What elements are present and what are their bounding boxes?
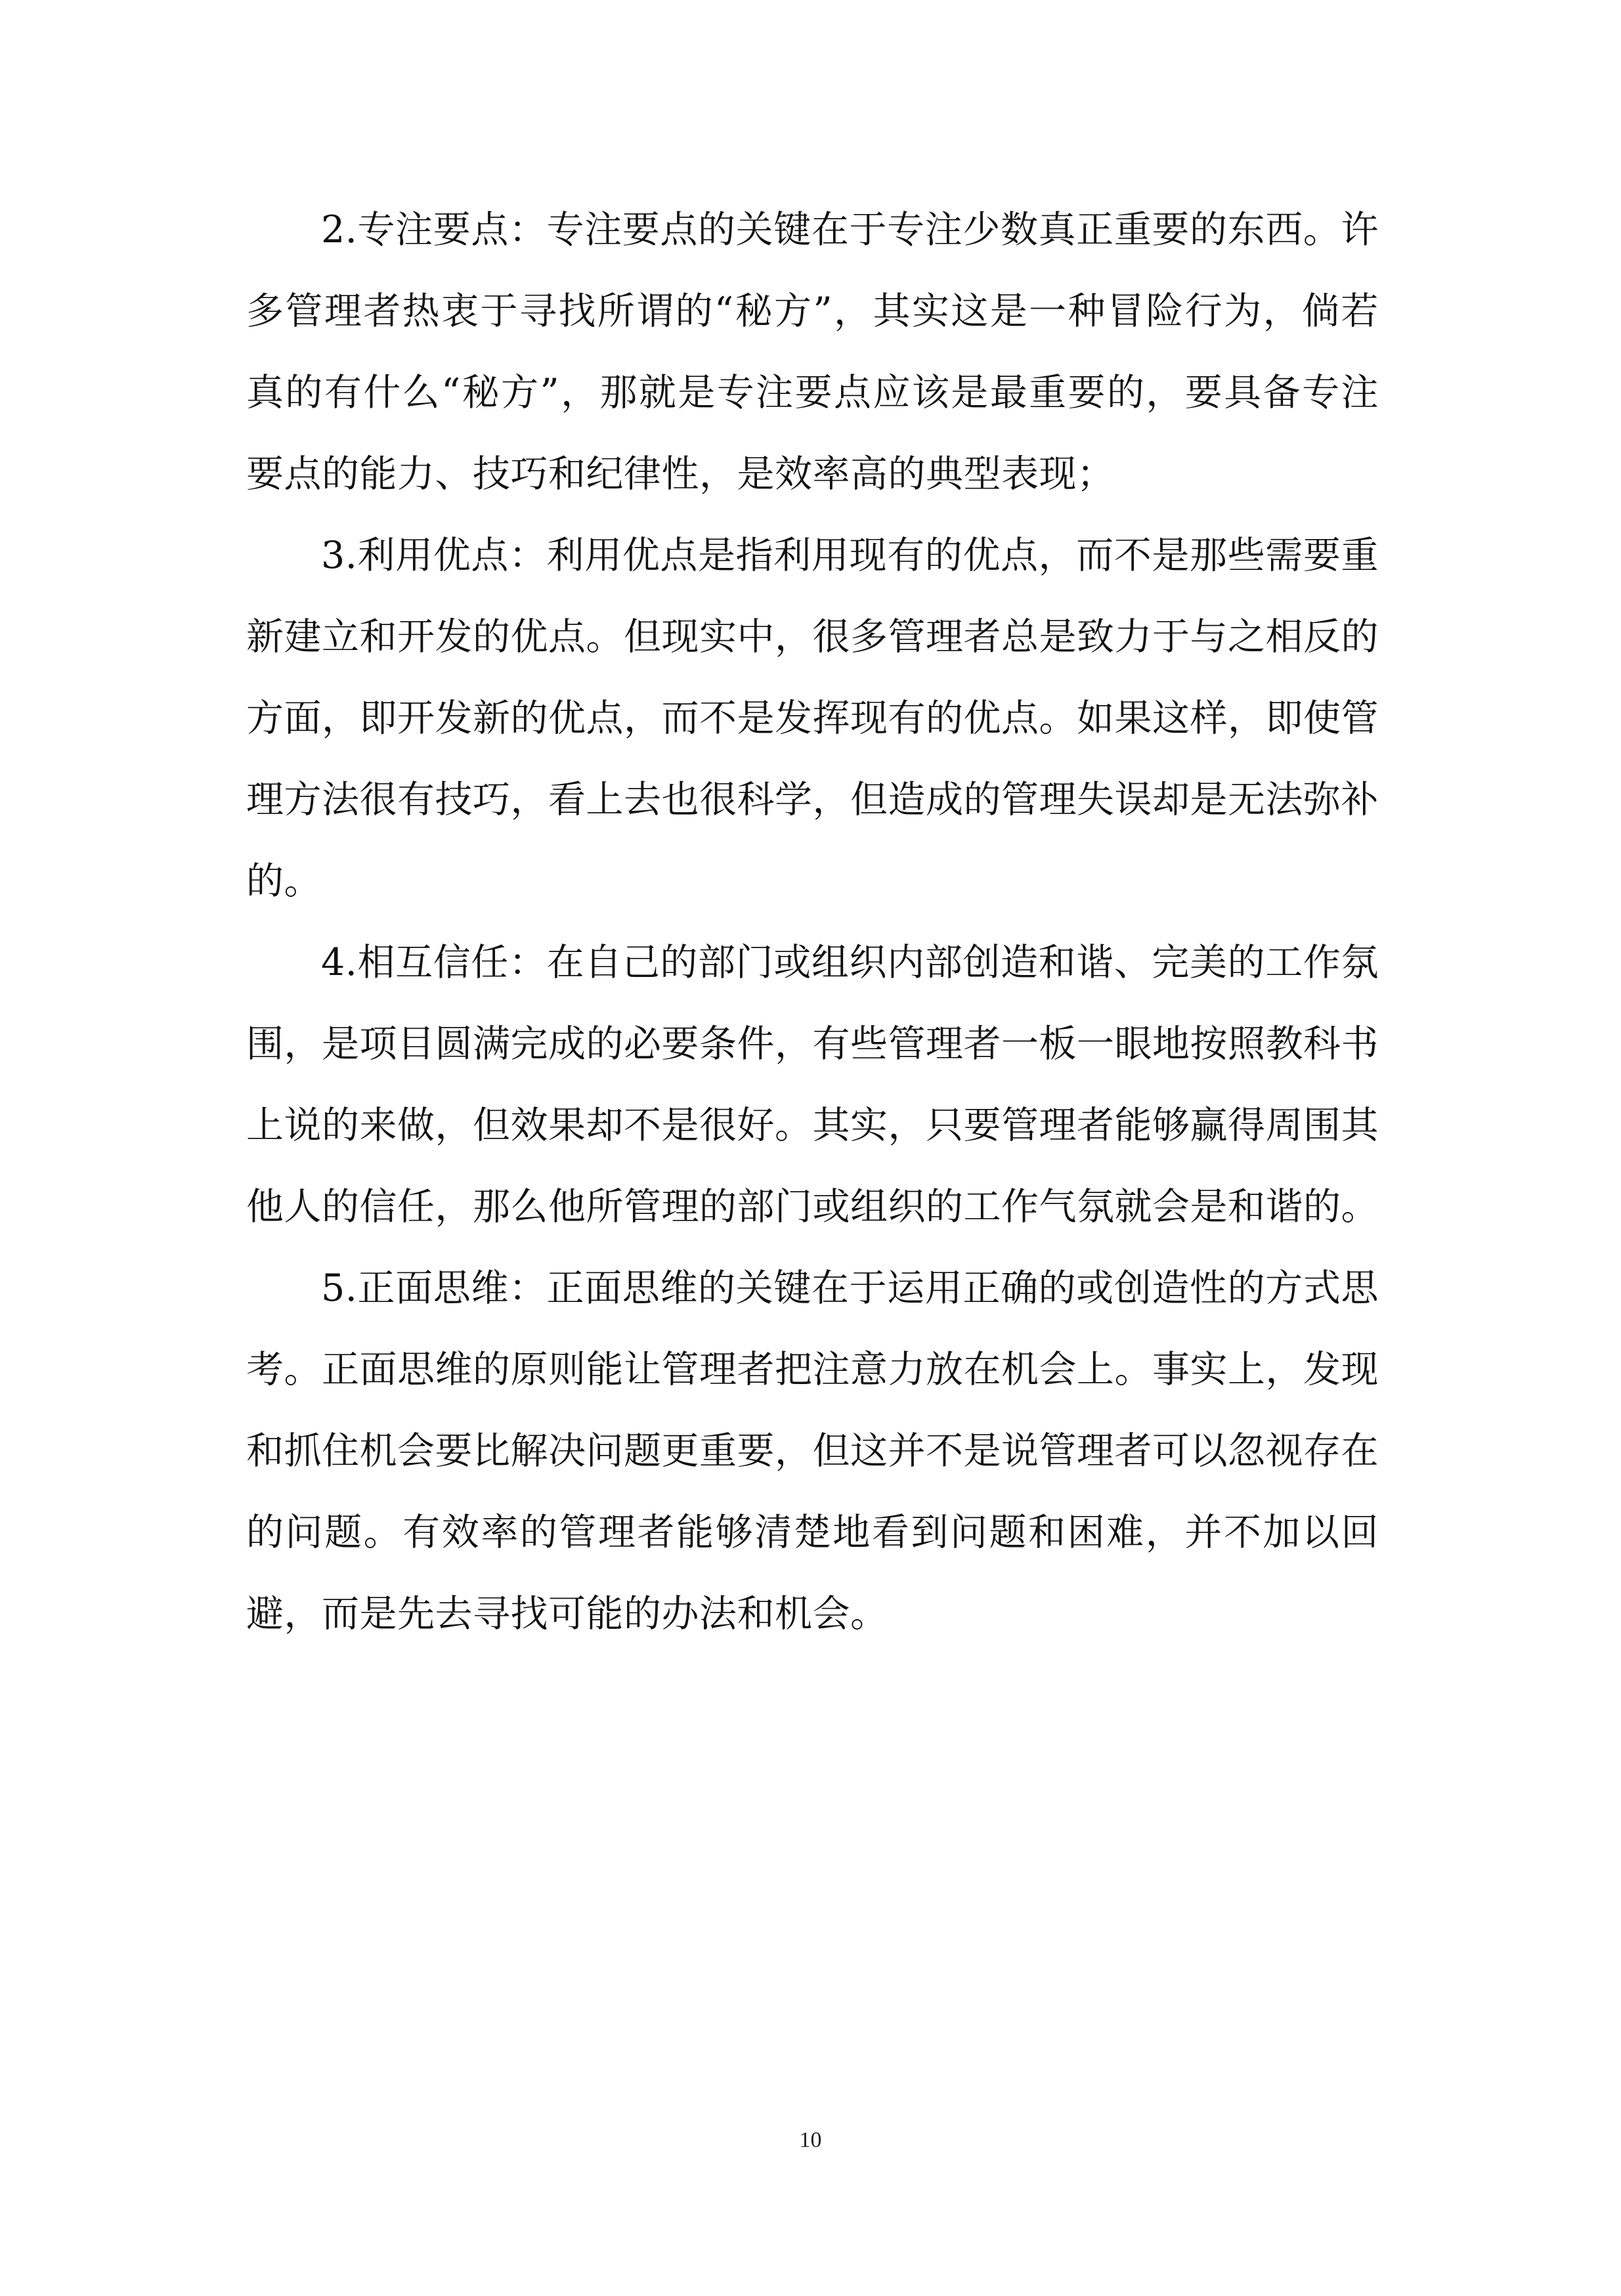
paragraph-use-strengths: 3.利用优点：利用优点是指利用现有的优点，而不是那些需要重新建立和开发的优点。但现实中，很多管理者总是致力于与之相反的方面，即开发新的优点，而不是发挥现有的优点。如果这样，即使管理方法很有技巧，看上去也很科学，但造成的管理失误却是无法弥补的。 [246,534,1379,903]
body-text [246,189,1379,1655]
paragraph-positive-thinking: 5.正面思维：正面思维的关键在于运用正确的或创造性的方式思考。正面思维的原则能让管理者把注意力放在机会上。事实上，发现和抓住机会要比解决问题更重要，但这并不是说管理者可以忽视存在的问题。有效率的管理者能够清楚地看到问题和困难，并不加以回避，而是先去寻找可能的办法和机会。 [246,1267,1379,1635]
paragraph-mutual-trust: 4.相互信任：在自己的部门或组织内部创造和谐、完美的工作氛围，是项目圆满完成的必要条件，有些管理者一板一眼地按照教科书上说的来做，但效果却不是很好。其实，只要管理者能够赢得周围其他人的信任，那么他所管理的部门或组织的工作气氛就会是和谐的。 [246,941,1379,1228]
page-number: 10 [799,2128,822,2152]
paragraph-focus-essentials: 2.专注要点：专注要点的关键在于专注少数真正重要的东西。许多管理者热衷于寻找所谓的“秘方”，其实这是一种冒险行为，倘若真的有什么“秘方”，那就是专注要点应该是最重要的，要具备专注要点的能力、技巧和纪律性，是效率高的典型表现； [246,208,1379,496]
